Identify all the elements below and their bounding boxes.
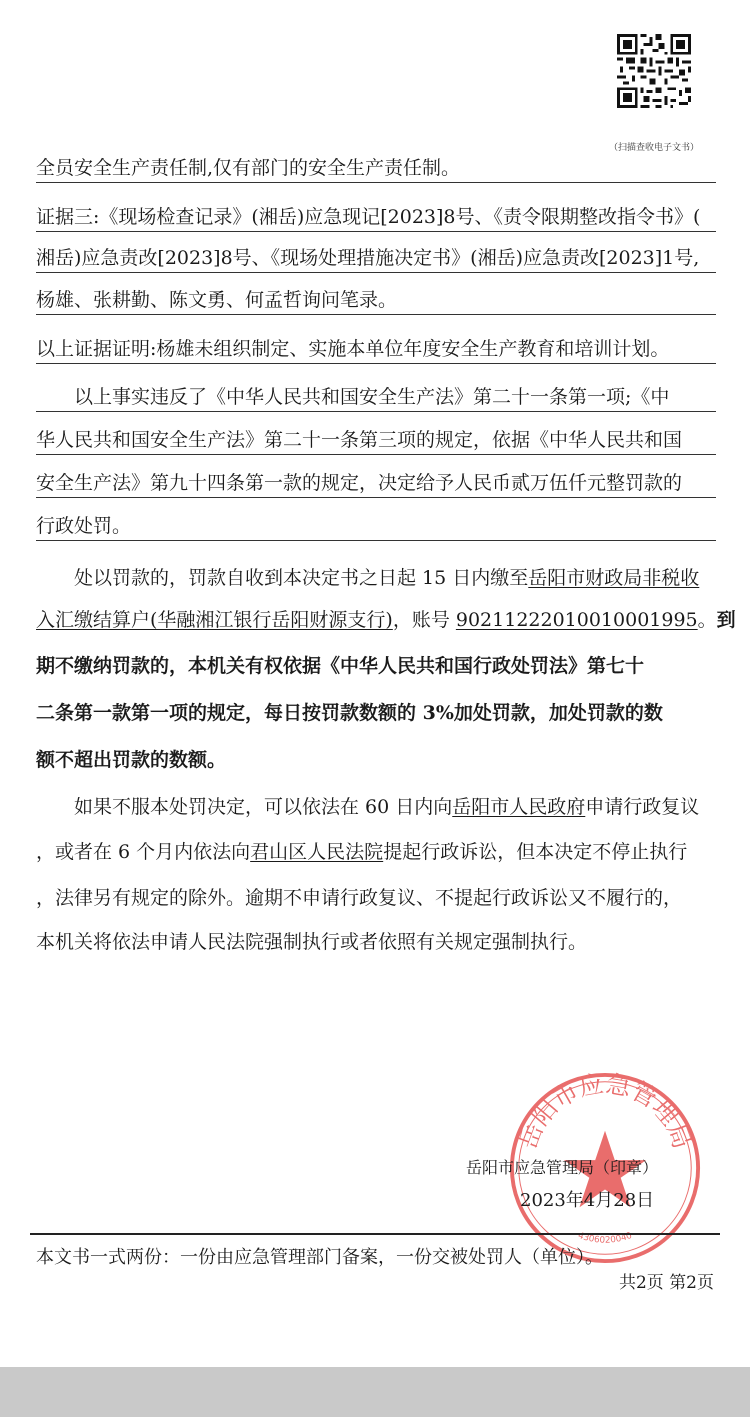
text-line-2: 证据三:《现场检查记录》(湘岳)应急现记[2023]8号、《责令限期整改指令书》( (36, 205, 716, 232)
page-number: 共2页 第2页 (618, 1273, 714, 1293)
account-number: 90211222010010001995 (455, 609, 698, 631)
text-line-13: 二条第一款第一项的规定，每日按罚款数额的 3%加处罚款，加处罚款的数 (36, 702, 663, 724)
text-line-11-b: ，账号 (392, 609, 456, 631)
review-authority: 岳阳市人民政府 (452, 796, 586, 818)
text-line-8: 安全生产法》第九十四条第一款的规定，决定给予人民币贰万伍仟元整罚款的 (36, 471, 716, 498)
text-line-11-c: 。 (697, 609, 717, 631)
text-line-6 (36, 385, 716, 412)
text-line-14: 额不超出罚款的数额。 (36, 749, 227, 771)
signing-authority: 岳阳市应急管理局（印章） (466, 1158, 659, 1177)
signing-date: 2023年4月28日 (520, 1190, 655, 1211)
text-line-4: 杨雄、张耕勤、陈文勇、何孟哲询问笔录。 (36, 288, 716, 315)
qr-caption: （扫描查收电子文书） (608, 143, 699, 153)
copies-note: 本文书一式两份：一份由应急管理部门备案，一份交被处罚人（单位）。 (36, 1247, 603, 1268)
seal-text-path: 岳阳市应急管理局 (512, 1070, 698, 1153)
text-line-10 (36, 566, 716, 590)
court-name: 君山区人民法院 (250, 841, 384, 863)
text-line-1: 全员安全生产责任制,仅有部门的安全生产责任制。 (36, 156, 716, 183)
bank-name: 入汇缴结算户(华融湘江银行岳阳财源支行) (36, 609, 393, 631)
text-line-11 (36, 608, 736, 632)
text-line-12: 期不缴纳罚款的，本机关有权依据《中华人民共和国行政处罚法》第七十 (36, 655, 645, 677)
qr-code-icon[interactable] (617, 34, 691, 108)
text-line-6-content: 以上事实违反了《中华人民共和国安全生产法》第二十一条第一项;《中 (74, 386, 670, 408)
treasury-name: 岳阳市财政局非税收 (528, 567, 700, 589)
text-line-16-b: 提起行政诉讼，但本决定不停止执行 (383, 841, 688, 863)
text-line-15 (36, 795, 716, 819)
text-line-18: 本机关将依法申请人民法院强制执行或者依照有关规定强制执行。 (36, 931, 588, 953)
text-line-16-a: ，或者在 6 个月内依法向 (36, 841, 251, 863)
text-line-7: 华人民共和国安全生产法》第二十一条第三项的规定，依据《中华人民共和国 (36, 428, 716, 455)
text-line-3: 湘岳)应急责改[2023]8号、《现场处理措施决定书》(湘岳)应急责改[2023]1号, (36, 246, 716, 273)
text-line-9: 行政处罚。 (36, 514, 716, 541)
text-line-5: 以上证据证明:杨雄未组织制定、实施本单位年度安全生产教育和培训计划。 (36, 337, 716, 364)
text-line-11-d: 到 (716, 609, 736, 631)
text-line-15-a: 如果不服本处罚决定，可以依法在 60 日内向 (74, 796, 453, 818)
text-line-16 (36, 840, 716, 864)
text-line-17: ，法律另有规定的除外。逾期不申请行政复议、不提起行政诉讼又不履行的， (36, 887, 683, 909)
viewer-bottom-bar (0, 1367, 750, 1417)
text-line-10-a: 处以罚款的，罚款自收到本决定书之日起 15 日内缴至 (74, 567, 529, 589)
text-line-15-b: 申请行政复议 (585, 796, 700, 818)
footer-divider (30, 1233, 720, 1235)
seal-code-path: 4306020040 (576, 1230, 634, 1246)
